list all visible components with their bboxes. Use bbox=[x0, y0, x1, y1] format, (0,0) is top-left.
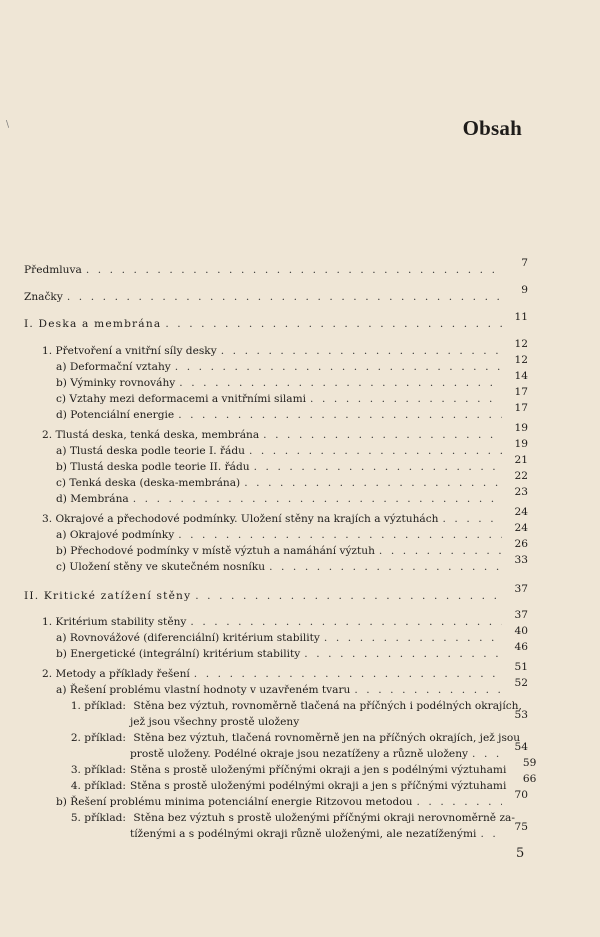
toc-subsection bbox=[56, 538, 528, 557]
entry-page: 24 bbox=[514, 522, 528, 534]
subsection-title: a) Deformační vztahy bbox=[56, 361, 171, 373]
example-label: 4. příklad: bbox=[70, 780, 126, 792]
subsection-title: a) Řešení problému vlastní hodnoty v uzavřeném tvaru bbox=[56, 684, 351, 696]
entry-page: 14 bbox=[514, 370, 528, 382]
toc-subsection bbox=[56, 454, 528, 473]
entry-page: 70 bbox=[514, 789, 528, 801]
entry-title: Značky bbox=[24, 291, 63, 303]
entry-page: 33 bbox=[514, 554, 528, 566]
margin-mark: \ bbox=[6, 120, 10, 130]
subsection-title: b) Tlustá deska podle teorie II. řádu bbox=[56, 461, 250, 473]
entry-page: 53 bbox=[514, 709, 528, 721]
entry-page: 9 bbox=[521, 284, 528, 296]
example-label: 3. příklad: bbox=[70, 764, 126, 776]
entry-page: 75 bbox=[514, 821, 528, 833]
subsection-title: a) Okrajové podmínky bbox=[56, 529, 175, 541]
section-title: 2. Tlustá deska, tenká deska, membrána bbox=[42, 429, 260, 441]
entry-page: 23 bbox=[514, 486, 528, 498]
section-title: 1. Přetvoření a vnitřní síly desky bbox=[42, 345, 217, 357]
section-title: 1. Kritérium stability stěny bbox=[42, 616, 187, 628]
subsection-title: c) Tenká deska (deska-membrána) bbox=[56, 477, 241, 489]
entry-page: 52 bbox=[514, 677, 528, 689]
entry-page: 46 bbox=[514, 641, 528, 653]
example-label: 5. příklad: bbox=[70, 812, 126, 824]
entry-page: 24 bbox=[514, 506, 528, 518]
toc-entry bbox=[24, 284, 528, 303]
entry-page: 26 bbox=[514, 538, 528, 550]
example-text: Stěna bez výztuh s prostě uloženými příčnými okraji nerovnoměrně za- bbox=[133, 812, 515, 824]
toc-chapter bbox=[24, 311, 528, 330]
entry-page: 21 bbox=[514, 454, 528, 466]
entry-page: 54 bbox=[514, 741, 528, 753]
entry-page: 37 bbox=[514, 609, 528, 621]
example-entry bbox=[0, 757, 537, 776]
entry-page: 40 bbox=[514, 625, 528, 637]
toc-subsection bbox=[56, 554, 528, 573]
example-entry bbox=[130, 709, 528, 728]
toc-subsection bbox=[56, 470, 528, 489]
chapter-title: II. Kritické zatížení stěny bbox=[24, 590, 192, 602]
example-line bbox=[0, 812, 515, 824]
example-entry bbox=[130, 821, 528, 840]
toc-entry bbox=[24, 257, 528, 276]
subsection-title: a) Rovnovážové (diferenciální) kritérium stability bbox=[56, 632, 320, 644]
section-title: 3. Okrajové a přechodové podmínky. Uložení stěny na krajích a výztuhách bbox=[42, 513, 439, 525]
example-label: 2. příklad: bbox=[70, 732, 126, 744]
toc-subsection bbox=[56, 641, 528, 660]
subsection-title: b) Výminky rovnováhy bbox=[56, 377, 176, 389]
entry-page: 37 bbox=[514, 583, 528, 595]
page-title: Obsah bbox=[462, 116, 522, 140]
entry-page: 19 bbox=[514, 438, 528, 450]
toc-subsection bbox=[56, 677, 528, 696]
subsection-title: d) Membrána bbox=[56, 493, 129, 505]
toc-subsection bbox=[56, 370, 528, 389]
entry-page: 12 bbox=[514, 338, 528, 350]
entry-page: 22 bbox=[514, 470, 528, 482]
toc-section bbox=[42, 661, 528, 680]
subsection-title: c) Vztahy mezi deformacemi a vnitřními silami bbox=[56, 393, 307, 405]
subsection-title: c) Uložení stěny ve skutečném nosníku bbox=[56, 561, 266, 573]
toc-subsection bbox=[56, 789, 528, 808]
example-line bbox=[0, 732, 520, 744]
page-number: 5 bbox=[516, 846, 525, 861]
example-text: tíženými a s podélnými okraji různě uloženými, ale nezatíženými bbox=[130, 828, 477, 840]
subsection-title: b) Přechodové podmínky v místě výztuh a namáhání výztuh bbox=[56, 545, 375, 557]
chapter-title: I. Deska a membrána bbox=[24, 318, 162, 330]
entry-page: 12 bbox=[514, 354, 528, 366]
subsection-title: a) Tlustá deska podle teorie I. řádu bbox=[56, 445, 245, 457]
entry-page: 66 bbox=[522, 773, 537, 785]
example-text: Stěna s prostě uloženými podélnými okraji a jen s příčnými výztuhami bbox=[130, 780, 507, 792]
toc-section bbox=[42, 338, 528, 357]
toc-subsection bbox=[56, 625, 528, 644]
toc-subsection bbox=[56, 438, 528, 457]
toc-subsection bbox=[56, 486, 528, 505]
toc-section bbox=[42, 506, 528, 525]
section-title: 2. Metody a příklady řešení bbox=[42, 668, 190, 680]
toc-section bbox=[42, 422, 528, 441]
toc-subsection bbox=[56, 354, 528, 373]
entry-page: 17 bbox=[514, 402, 528, 414]
entry-title: Předmluva bbox=[24, 264, 82, 276]
example-text: Stěna bez výztuh, tlačená rovnoměrně jen na příčných okrajích, jež jsou bbox=[133, 732, 521, 744]
example-text: prostě uloženy. Podélné okraje jsou nezatíženy a různě uloženy bbox=[130, 748, 469, 760]
subsection-title: b) Energetické (integrální) kritérium stability bbox=[56, 648, 301, 660]
entry-page: 19 bbox=[514, 422, 528, 434]
entry-page: 11 bbox=[514, 311, 528, 323]
example-text: jež jsou všechny prostě uloženy bbox=[130, 716, 300, 728]
subsection-title: d) Potenciální energie bbox=[56, 409, 175, 421]
toc-section bbox=[42, 609, 528, 628]
toc-chapter bbox=[24, 583, 528, 602]
toc-subsection bbox=[56, 402, 528, 421]
example-entry bbox=[0, 773, 537, 792]
example-text: Stěna bez výztuh, rovnoměrně tlačená na příčných i podélných okrajích, bbox=[133, 700, 522, 712]
subsection-title: b) Řešení problému minima potenciální energie Ritzovou metodou bbox=[56, 796, 413, 808]
example-entry bbox=[130, 741, 528, 760]
entry-page: 59 bbox=[522, 757, 537, 769]
entry-page: 17 bbox=[514, 386, 528, 398]
toc-subsection bbox=[56, 522, 528, 541]
example-label: 1. příklad: bbox=[70, 700, 126, 712]
entry-page: 51 bbox=[514, 661, 528, 673]
example-line bbox=[0, 700, 522, 712]
entry-page: 7 bbox=[521, 257, 528, 269]
example-text: Stěna s prostě uloženými příčnými okraji a jen s podélnými výztuhami bbox=[130, 764, 507, 776]
toc-subsection bbox=[56, 386, 528, 405]
